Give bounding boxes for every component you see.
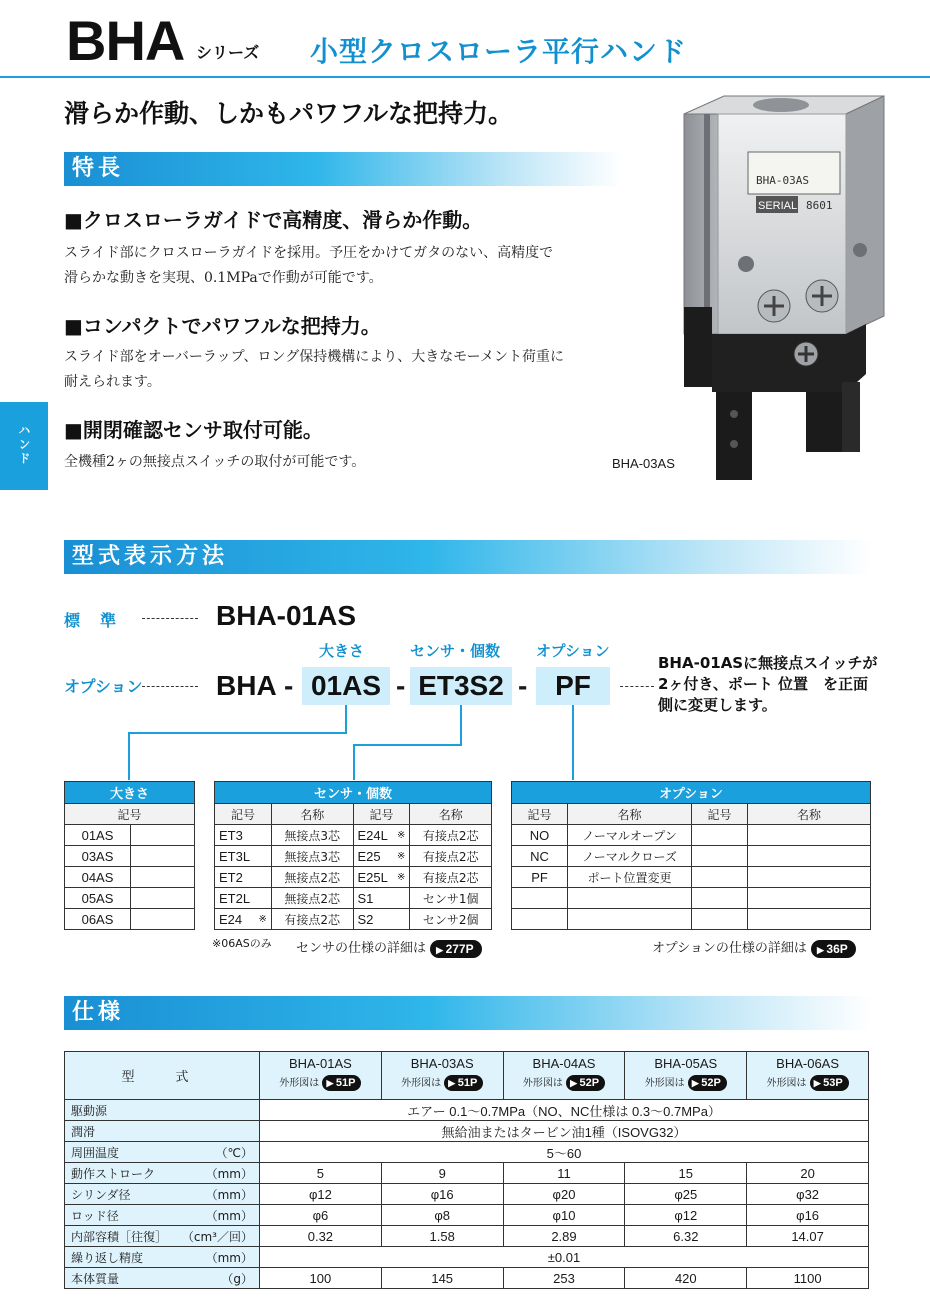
model-prefix: BHA <box>216 670 277 701</box>
spec-value: 20 <box>747 1163 869 1184</box>
product-photo <box>656 92 886 492</box>
sensor-code: E24L <box>353 825 393 846</box>
table-cell <box>131 909 195 930</box>
outline-label: 外形図は <box>279 1078 320 1089</box>
page-header <box>0 0 930 78</box>
connector-line <box>572 705 574 780</box>
spec-value: 11 <box>503 1163 625 1184</box>
model-name: BHA-05AS <box>654 1056 718 1071</box>
table-row <box>65 1121 869 1142</box>
option-code <box>512 888 568 909</box>
spec-value: φ12 <box>625 1205 747 1226</box>
spec-value: φ20 <box>503 1184 625 1205</box>
spec-label: 内部容積［往復］ （cm³／回） <box>65 1226 260 1247</box>
leader-dots <box>620 686 654 687</box>
sensor-name: 無接点2芯 <box>271 888 353 909</box>
model-dash: - <box>284 670 294 701</box>
option-ref-page-link[interactable]: ▶ 36P <box>811 940 856 958</box>
product-caption: BHA-03AS <box>612 456 675 471</box>
connector-line <box>345 705 347 733</box>
standard-code: BHA-01AS <box>216 600 357 631</box>
spec-value: φ8 <box>381 1205 503 1226</box>
model-col-4 <box>625 1052 747 1100</box>
table-row <box>65 1163 869 1184</box>
option-code <box>512 909 568 930</box>
table-row <box>65 846 195 867</box>
feature-heading-1: ■クロスローラガイドで高精度、滑らか作動。 <box>64 208 483 232</box>
outline-label: 外形図は <box>766 1078 807 1089</box>
option-table <box>511 781 871 930</box>
feature-heading-3: ■開閉確認センサ取付可能。 <box>64 418 323 442</box>
tagline: 滑らか作動、しかもパワフルな把持力。 <box>64 99 514 128</box>
series-suffix: シリーズ <box>196 43 260 62</box>
feature-text-3 <box>64 450 604 475</box>
spec-table <box>64 1051 869 1289</box>
table-row <box>215 825 492 846</box>
spec-label: 動作ストローク （mm） <box>65 1163 260 1184</box>
spec-value: ±0.01 <box>260 1247 869 1268</box>
segment-option: PF <box>536 667 610 705</box>
spec-value: φ16 <box>747 1205 869 1226</box>
sensor-code: S1 <box>353 888 393 909</box>
model-col-3 <box>503 1052 625 1100</box>
spec-label: 潤滑 <box>65 1121 260 1142</box>
outline-page-link[interactable]: ▶ 51P <box>444 1075 483 1091</box>
feature-1-line-2: 滑らかな動きを実現、0.1MPaで作動が可能です。 <box>64 270 383 286</box>
sensor-mark <box>393 909 410 930</box>
outline-page-link[interactable]: ▶ 52P <box>566 1075 605 1091</box>
model-name: BHA-03AS <box>410 1056 474 1071</box>
option-code <box>692 888 748 909</box>
option-code: NO <box>512 825 568 846</box>
caption-sensor: センサ・個数 <box>410 642 501 660</box>
model-col-1 <box>260 1052 382 1100</box>
spec-value: 無給油またはタービン油1種（ISOVG32） <box>260 1121 869 1142</box>
sensor-mark: ※ <box>393 825 410 846</box>
table-row <box>65 909 195 930</box>
table-row <box>65 1142 869 1163</box>
spec-value: 14.07 <box>747 1226 869 1247</box>
segment-sensor: ET3S2 <box>410 667 512 705</box>
feature-1-line-1: スライド部にクロスローラガイドを採用。予圧をかけてガタのない、高精度で <box>64 245 554 261</box>
section-model: 型式表示方法 <box>64 540 872 574</box>
segment-size: 01AS <box>302 667 390 705</box>
sensor-mark <box>255 825 272 846</box>
table-row <box>215 846 492 867</box>
caption-option: オプション <box>536 642 610 660</box>
option-ref <box>652 937 856 958</box>
table-row <box>65 888 195 909</box>
sensor-code: ET3L <box>215 846 255 867</box>
size-code: 06AS <box>65 909 131 930</box>
spec-value: 145 <box>381 1268 503 1289</box>
spec-value: φ32 <box>747 1184 869 1205</box>
table-row <box>512 909 871 930</box>
outline-label: 外形図は <box>401 1078 442 1089</box>
sensor-name: 無接点2芯 <box>271 867 353 888</box>
option-name <box>748 909 871 930</box>
option-ref-text: オプションの仕様の詳細は <box>652 941 807 956</box>
sensor-name: 有接点2芯 <box>410 846 492 867</box>
outline-page-link[interactable]: ▶ 53P <box>810 1075 849 1091</box>
sensor-mark <box>393 888 410 909</box>
page-title: 小型クロスローラ平行ハンド <box>310 35 688 68</box>
sensor-code: E25L <box>353 867 393 888</box>
model-dash: - <box>396 670 406 701</box>
option-code <box>692 825 748 846</box>
option-name: ノーマルクローズ <box>568 846 692 867</box>
table-cell <box>131 825 195 846</box>
table-cell <box>131 846 195 867</box>
col-header: 記号 <box>215 804 272 825</box>
sensor-name: 有接点2芯 <box>410 867 492 888</box>
feature-text-2 <box>64 345 604 395</box>
section-features: 特長 <box>64 152 622 186</box>
sensor-ref-page-link[interactable]: ▶ 277P <box>430 940 481 958</box>
table-cell <box>131 888 195 909</box>
col-header: 名称 <box>568 804 692 825</box>
option-name <box>748 867 871 888</box>
table-row <box>215 909 492 930</box>
col-header: 名称 <box>410 804 492 825</box>
spec-label: 周囲温度 （℃） <box>65 1142 260 1163</box>
connector-line <box>353 744 462 746</box>
option-code <box>692 846 748 867</box>
option-name <box>568 888 692 909</box>
spec-value: 1100 <box>747 1268 869 1289</box>
spec-value: 100 <box>260 1268 382 1289</box>
table-row <box>65 1247 869 1268</box>
table-row <box>65 1205 869 1226</box>
sensor-name: 有接点2芯 <box>271 909 353 930</box>
outline-page-link[interactable]: ▶ 52P <box>688 1075 727 1091</box>
size-table-col: 記号 <box>65 804 195 825</box>
side-tab-label: ハンド <box>17 424 31 466</box>
table-cell <box>131 867 195 888</box>
plate-serial: 8601 <box>806 199 833 212</box>
plate-model: BHA-03AS <box>756 174 809 187</box>
spec-value: φ10 <box>503 1205 625 1226</box>
feature-2-line-2: 耐えられます。 <box>64 374 161 390</box>
sensor-mark <box>255 846 272 867</box>
option-name <box>748 825 871 846</box>
sensor-code: ET3 <box>215 825 255 846</box>
spec-value: 5 <box>260 1163 382 1184</box>
sensor-name: 無接点3芯 <box>271 825 353 846</box>
model-name: BHA-06AS <box>776 1056 840 1071</box>
feature-heading-2: ■コンパクトでパワフルな把持力。 <box>64 314 381 338</box>
outline-label: 外形図は <box>522 1078 563 1089</box>
sensor-code: S2 <box>353 909 393 930</box>
option-code: NC <box>512 846 568 867</box>
sensor-code: ET2 <box>215 867 255 888</box>
col-header: 名称 <box>271 804 353 825</box>
model-name: BHA-04AS <box>532 1056 596 1071</box>
model-note: BHA-01ASに無接点スイッチが2ヶ付き、ポート 位置 を正面側に変更します。 <box>658 654 878 714</box>
spec-value: φ16 <box>381 1184 503 1205</box>
table-row <box>512 888 871 909</box>
spec-label: ロッド径 （mm） <box>65 1205 260 1226</box>
table-row <box>512 846 871 867</box>
sensor-mark: ※ <box>255 909 272 930</box>
model-dash: - <box>518 670 528 701</box>
feature-text-1 <box>64 241 604 291</box>
section-spec: 仕様 <box>64 996 872 1030</box>
standard-label: 標 準 <box>64 611 119 630</box>
sensor-name: センサ2個 <box>410 909 492 930</box>
model-name: BHA-01AS <box>288 1056 352 1071</box>
sensor-code: E25 <box>353 846 393 867</box>
option-code <box>692 867 748 888</box>
option-code <box>692 909 748 930</box>
sensor-ref-text: センサの仕様の詳細は <box>296 941 427 956</box>
sensor-code: ET2L <box>215 888 255 909</box>
table-row <box>215 867 492 888</box>
feature-3-line-1: 全機種2ヶの無接点スイッチの取付が可能です。 <box>64 454 366 470</box>
spec-value: φ12 <box>260 1184 382 1205</box>
table-row <box>65 1100 869 1121</box>
leader-dots <box>142 618 198 619</box>
plate-serial-label: SERIAL <box>758 200 798 212</box>
size-code: 05AS <box>65 888 131 909</box>
sensor-mark: ※ <box>393 867 410 888</box>
outline-page-link[interactable]: ▶ 51P <box>322 1075 361 1091</box>
option-name <box>748 846 871 867</box>
spec-value: 6.32 <box>625 1226 747 1247</box>
sensor-table <box>214 781 492 930</box>
sensor-name: 無接点3芯 <box>271 846 353 867</box>
sensor-ref <box>296 937 482 958</box>
series-name: BHA <box>66 9 185 72</box>
outline-label: 外形図は <box>644 1078 685 1089</box>
connector-line <box>128 732 130 780</box>
sensor-name: センサ1個 <box>410 888 492 909</box>
connector-line <box>128 732 347 734</box>
sensor-footnote: ※06ASのみ <box>212 937 272 950</box>
option-name <box>748 888 871 909</box>
model-header: 型 式 <box>65 1052 260 1100</box>
sensor-mark <box>255 867 272 888</box>
table-row <box>512 825 871 846</box>
size-table <box>64 781 195 930</box>
col-header: 記号 <box>512 804 568 825</box>
model-col-5 <box>747 1052 869 1100</box>
table-row <box>512 867 871 888</box>
table-row <box>215 888 492 909</box>
caption-size: 大きさ <box>319 642 365 660</box>
option-name <box>568 909 692 930</box>
option-table-caption: オプション <box>512 782 871 804</box>
table-row <box>65 1184 869 1205</box>
sensor-mark <box>255 888 272 909</box>
connector-line <box>460 705 462 745</box>
spec-value: 420 <box>625 1268 747 1289</box>
sensor-code: E24 <box>215 909 255 930</box>
spec-value: 9 <box>381 1163 503 1184</box>
col-header: 名称 <box>748 804 871 825</box>
table-row <box>65 867 195 888</box>
size-table-caption: 大きさ <box>65 782 195 804</box>
table-row <box>65 1268 869 1289</box>
option-code: PF <box>512 867 568 888</box>
spec-label: 繰り返し精度 （mm） <box>65 1247 260 1268</box>
connector-line <box>353 744 355 780</box>
spec-value: 5〜60 <box>260 1142 869 1163</box>
table-row <box>65 825 195 846</box>
spec-value: 2.89 <box>503 1226 625 1247</box>
spec-label: 駆動源 <box>65 1100 260 1121</box>
spec-value: 0.32 <box>260 1226 382 1247</box>
size-code: 04AS <box>65 867 131 888</box>
side-tab[interactable] <box>0 402 48 490</box>
leader-dots <box>142 686 198 687</box>
spec-value: 15 <box>625 1163 747 1184</box>
spec-value: エアー 0.1〜0.7MPa（NO、NC仕様は 0.3〜0.7MPa） <box>260 1100 869 1121</box>
feature-2-line-1: スライド部をオーバーラップ、ロング保持機構により、大きなモーメント荷重に <box>64 349 564 365</box>
spec-value: φ6 <box>260 1205 382 1226</box>
size-code: 01AS <box>65 825 131 846</box>
size-code: 03AS <box>65 846 131 867</box>
spec-value: φ25 <box>625 1184 747 1205</box>
option-name: ノーマルオープン <box>568 825 692 846</box>
spec-value: 253 <box>503 1268 625 1289</box>
col-header: 記号 <box>353 804 410 825</box>
spec-label: シリンダ径 （mm） <box>65 1184 260 1205</box>
option-label: オプション <box>64 677 143 696</box>
table-row <box>65 1226 869 1247</box>
model-col-2 <box>381 1052 503 1100</box>
spec-value: 1.58 <box>381 1226 503 1247</box>
sensor-name: 有接点2芯 <box>410 825 492 846</box>
sensor-table-caption: センサ・個数 <box>215 782 492 804</box>
spec-label: 本体質量 （g） <box>65 1268 260 1289</box>
col-header: 記号 <box>692 804 748 825</box>
sensor-mark: ※ <box>393 846 410 867</box>
option-name: ポート位置変更 <box>568 867 692 888</box>
